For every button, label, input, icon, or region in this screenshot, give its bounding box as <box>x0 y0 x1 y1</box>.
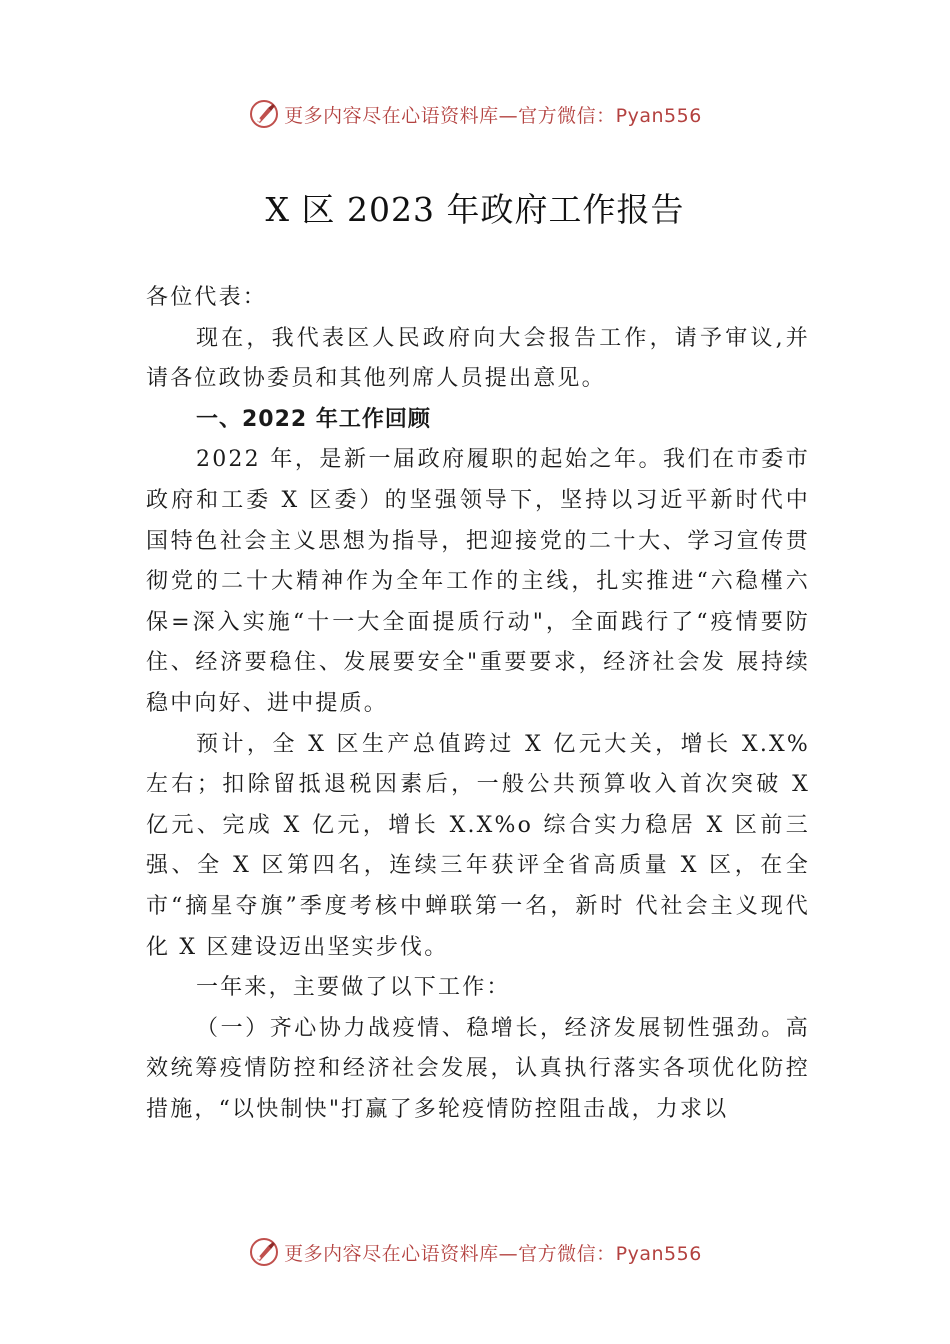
watermark-banner-bottom <box>0 1232 950 1272</box>
watermark-text: 更多内容尽在心语资料库—官方微信：Pyan556 <box>284 1242 702 1265</box>
section-heading: 一、2022 年工作回顾 <box>196 406 431 432</box>
paragraph: 一年来，主要做了以下工作： <box>196 975 511 1001</box>
pen-nib-logo-icon <box>248 98 280 130</box>
watermark-banner-top <box>0 94 950 134</box>
paragraph: 2022 年，是新一届政府履职的起始之年。我们在市委市政府和工委 X 区委）的坚强领导下，坚持以习近平新时代中国特色社会主义思想为指导，把迎接党的二十大、学习宣传贯彻党的二十大精神作为全年工作的主线，扎实推进“六稳槿六保=深入实施“十一大全面提质行动"，全面践行了“疫情要防住、经济要稳住、发展要安全"重要要求，经济社会发 展持续稳中向好、进中提质。 <box>146 447 810 716</box>
document-title: X 区 2023 年政府工作报告 <box>265 190 685 229</box>
paragraph: （一）齐心协力战疫情、稳增长，经济发展韧性强劲。高效统筹疫情防控和经济社会发展，认真执行落实各项优化防控措施，“以快制快"打赢了多轮疫情防控阻击战，力求以 <box>146 1015 810 1122</box>
salutation: 各位代表： <box>146 285 268 310</box>
document-body <box>146 278 810 1130</box>
paragraph: 现在，我代表区人民政府向大会报告工作，请予审议,并请各位政协委员和其他列席人员提出意见。 <box>146 325 810 392</box>
pen-nib-logo-icon <box>248 1236 280 1268</box>
watermark-text: 更多内容尽在心语资料库—官方微信：Pyan556 <box>284 104 702 127</box>
paragraph: 预计，全 X 区生产总值跨过 X 亿元大关，增长 X.X% 左右；扣除留抵退税因素后，一般公共预算收入首次突破 X 亿元、完成 X 亿元，增长 X.X%o 综合实力稳居 X 区前三强、全 X 区第四名，连续三年获评全省高质量 X 区，在全市“摘星夺旗”季度考核中蝉联第一名，新时 代社会主义现代化 X 区建设迈出坚实步伐。 <box>146 731 810 960</box>
